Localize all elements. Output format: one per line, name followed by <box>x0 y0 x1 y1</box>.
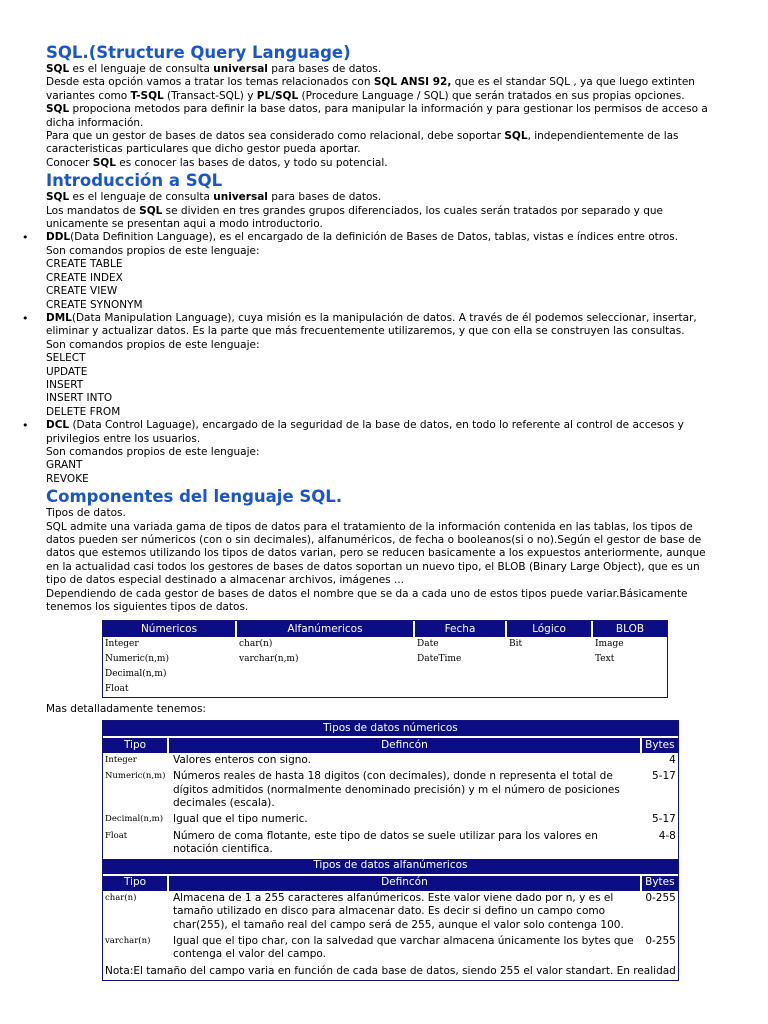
type-cell: varchar(n) <box>105 935 151 946</box>
command-groups-list <box>46 231 722 486</box>
paragraph: Tipos de datos. <box>46 507 126 520</box>
table-header-row <box>103 621 667 637</box>
paragraph: Desde esta opción vamos a tratar los temas relacionados con SQL ANSI 92, que es el standar SQL , ya que luego extinten <box>46 76 695 89</box>
command: CREATE SYNONYM <box>46 298 143 311</box>
section-title-sql: SQL.(Structure Query Language) <box>46 43 351 62</box>
table-cell: DateTime <box>417 654 462 665</box>
command: UPDATE <box>46 365 88 378</box>
table-cell <box>415 667 507 682</box>
type-cell: Float <box>105 830 128 841</box>
table-row <box>103 682 667 697</box>
table-row <box>103 652 667 667</box>
table-header-row <box>103 874 678 891</box>
table-cell <box>237 682 415 697</box>
paragraph: SQL admite una variada gama de tipos de datos para el tratamiento de la información contenida en las tablas, los tipos de datos pueden ser númericos (con o sin decimales), alfanuméricos, de fecha o booleanos(si o no).Según el gestor de base de datos que estemos utilizando los tipos de datos varian, pero se reducen basicamente a los expuestos anteriormente, aunque en la actualidad casi todos los gestores de bases de datos soportan un nuevo tipo, el BLOB (Binary Large Object), que es un tipo de datos especial destinado a almacenar archivos, imágenes ... <box>46 520 706 587</box>
command: DELETE FROM <box>46 405 121 418</box>
document-page <box>46 42 722 981</box>
command: INSERT <box>46 378 84 391</box>
column-header-bytes: Bytes <box>642 736 678 753</box>
paragraph: Los mandatos de SQL se dividen en tres grandes grupos diferenciados, los cuales serán tratados por separado y que unicamente se presentan aqui a modo introductorio. <box>46 204 663 231</box>
table-row <box>103 769 678 812</box>
command: CREATE TABLE <box>46 258 123 271</box>
list-item-dcl: • DCL (Data Control Laguage), encargado de la seguridad de la base de datos, en todo lo referente al control de accesos y privilegios entre los usuarios. Son comandos propios de este lenguaje: GRANT REVOKE <box>46 419 722 486</box>
paragraph: SQL propociona metodos para definir la base datos, para manipular la información y para gestionar los permisos de acceso a dicha información. <box>46 103 708 129</box>
type-cell: Integer <box>105 754 137 765</box>
table-cell: Numeric(n,m) <box>105 654 169 665</box>
type-cell: char(n) <box>105 892 137 903</box>
bytes-cell: 0-255 <box>645 891 676 904</box>
table-cell <box>507 667 593 682</box>
type-cell: Numeric(n,m) <box>105 771 166 782</box>
column-header-bytes: Bytes <box>642 874 678 891</box>
table-cell: Date <box>417 639 439 650</box>
table-row <box>103 829 678 859</box>
bytes-cell: 5-17 <box>652 770 676 783</box>
table-cell: char(n) <box>239 639 273 650</box>
section-header-numeric: Tipos de datos númericos <box>103 721 678 736</box>
definition-cell: Números reales de hasta 18 digitos (con decimales), donde n representa el total de dígitos admitidos (normalmente denominado precisión) y m el número de posiciones decimales (escala). <box>173 770 620 810</box>
definition-cell: Valores enteros con signo. <box>173 753 311 766</box>
table-cell: varchar(n,m) <box>239 654 299 665</box>
command: INSERT INTO <box>46 392 113 405</box>
bytes-cell: 5-17 <box>652 813 676 826</box>
table-row <box>103 891 678 934</box>
table-cell <box>593 682 667 697</box>
paragraph: variantes como T-SQL (Transact-SQL) y PL/SQL (Procedure Language / SQL) que serán tratados en sus propias opciones. <box>46 89 685 102</box>
definition-cell: Igual que el tipo char, con la salvedad que varchar almacena únicamente los bytes que contenga el valor del campo. <box>173 934 634 961</box>
section-title-introduccion: Introducción a SQL <box>46 171 223 191</box>
column-header: Númericos <box>103 621 237 637</box>
column-header: Lógico <box>507 621 593 637</box>
table-cell: Decimal(n,m) <box>105 669 167 680</box>
definition-cell: Almacena de 1 a 255 caracteres alfanúmericos. Este valor viene dado por n, y es el tamaño utilizado en disco para almacenar dato. Es decir si defino un campo como char(255), el tamaño real del campo será de 255, aunque el valor solo contenga 100. <box>173 891 624 931</box>
type-cell: Decimal(n,m) <box>105 814 164 825</box>
paragraph: Mas detalladamente tenemos: <box>46 703 206 716</box>
column-header-tipo: Tipo <box>103 736 169 753</box>
command: GRANT <box>46 459 83 472</box>
paragraph: Dependiendo de cada gestor de bases de datos el nombre que se da a cada uno de estos tipos puede variar.Básicamente tenemos los siguientes tipos de datos. <box>46 587 688 614</box>
paragraph: Para que un gestor de bases de datos sea considerado como relacional, debe soportar SQL, independientemente de las caracteristicas particulares que dicho gestor pueda aportar. <box>46 130 679 156</box>
table-cell <box>415 682 507 697</box>
bytes-cell: 0-255 <box>645 934 676 947</box>
column-header-definicion: Defincón <box>169 736 642 753</box>
definition-cell: Número de coma flotante, este tipo de datos se suele utilizar para los valores en notación cientifica. <box>173 829 598 856</box>
column-header-tipo: Tipo <box>103 874 169 891</box>
command: REVOKE <box>46 472 89 485</box>
table-header-row <box>103 736 678 753</box>
table-row <box>103 753 678 769</box>
table-cell: Bit <box>509 639 523 650</box>
table-row <box>103 637 667 652</box>
detailed-types-table <box>102 720 679 981</box>
section-header-alphanumeric: Tipos de datos alfanúmericos <box>103 859 678 874</box>
paragraph: SQL es el lenguaje de consulta universal para bases de datos. <box>46 63 382 75</box>
note-cell: Nota:El tamaño del campo varia en función de cada base de datos, siendo 255 el valor standart. En realidad <box>105 964 676 977</box>
bytes-cell: 4-8 <box>658 829 676 842</box>
definition-cell: Igual que el tipo numeric. <box>173 813 308 826</box>
section-title-componentes: Componentes del lenguaje SQL. <box>46 487 343 507</box>
table-row <box>103 812 678 828</box>
list-item-ddl: • DDL(Data Definition Language), es el encargado de la definición de Bases de Datos, tablas, vistas e índices entre otros. Son comandos propios de este lenguaje: CREATE TABLE CREATE INDEX CREATE VIEW CREATE SYNONYM <box>46 231 722 311</box>
column-header: Fecha <box>415 621 507 637</box>
paragraph: SQL es el lenguaje de consulta universal para bases de datos. <box>46 191 382 204</box>
table-cell <box>593 667 667 682</box>
table-cell <box>237 667 415 682</box>
table-cell <box>507 682 593 697</box>
table-cell: Image <box>595 639 624 650</box>
data-types-table <box>102 620 668 698</box>
list-item-dml: • DML(Data Manipulation Language), cuya misión es la manipulación de datos. A través de él podemos seleccionar, insertar, eliminar y actualizar datos. Es la parte que más frecuentemente utilizaremos, y que con ella se construyen las consultas. Son comandos propios de este lenguaje: SELECT UPDATE INSERT INSERT INTO DELETE FROM <box>46 312 722 419</box>
table-cell <box>507 652 593 667</box>
table-row <box>103 667 667 682</box>
table-row <box>103 934 678 964</box>
column-header: Alfanúmericos <box>237 621 415 637</box>
paragraph: Conocer SQL es conocer las bases de datos, y todo su potencial. <box>46 156 388 169</box>
table-cell: Float <box>105 684 129 695</box>
table-row <box>103 964 678 980</box>
bytes-cell: 4 <box>669 753 676 766</box>
command: CREATE VIEW <box>46 285 118 298</box>
table-cell: Integer <box>105 639 139 650</box>
command: SELECT <box>46 352 86 365</box>
command: CREATE INDEX <box>46 271 123 284</box>
column-header-definicion: Defincón <box>169 874 642 891</box>
column-header: BLOB <box>593 621 667 637</box>
table-cell: Text <box>595 654 615 665</box>
